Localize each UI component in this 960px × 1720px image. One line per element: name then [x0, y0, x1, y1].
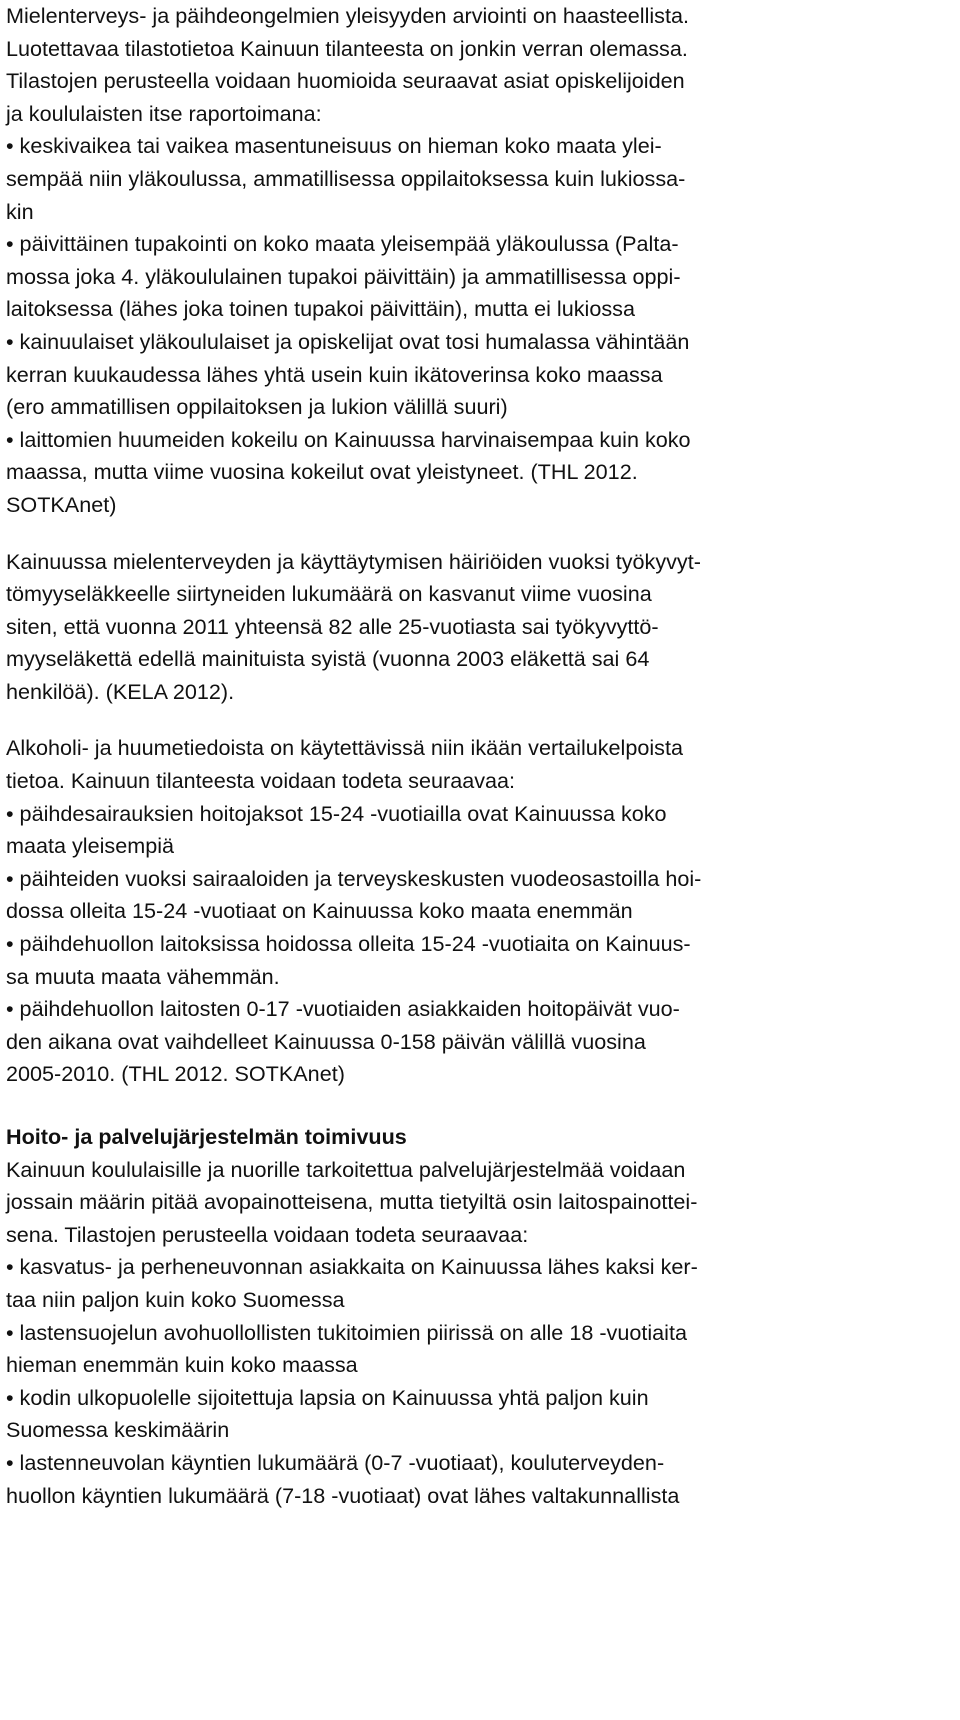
- text-line: henkilöä). (KELA 2012).: [6, 678, 235, 704]
- text-line: sena. Tilastojen perusteella voidaan todeta seuraavaa:: [6, 1221, 529, 1247]
- text-line: mossa joka 4. yläkoululainen tupakoi päivittäin) ja ammatillisessa oppi-: [6, 263, 681, 289]
- text-line: Kainuussa mielenterveyden ja käyttäytymisen häiriöiden vuoksi työkyvyt-: [6, 548, 701, 574]
- text-line: jossain määrin pitää avopainotteisena, mutta tietyiltä osin laitospainottei-: [6, 1189, 698, 1215]
- text-line: • päihdesairauksien hoitojaksot 15-24 -vuotiailla ovat Kainuussa koko: [6, 800, 667, 826]
- text-line: • kodin ulkopuolelle sijoitettuja lapsia on Kainuussa yhtä paljon kuin: [6, 1384, 649, 1410]
- text-line: • laittomien huumeiden kokeilu on Kainuussa harvinaisempaa kuin koko: [6, 426, 691, 452]
- text-line: kerran kuukaudessa lähes yhtä usein kuin ikätoverinsa koko maassa: [6, 361, 663, 387]
- text-line: • lastenneuvolan käyntien lukumäärä (0-7 -vuotiaat), kouluterveyden-: [6, 1449, 665, 1475]
- document-page: [6, 0, 952, 1512]
- text-line: • kasvatus- ja perheneuvonnan asiakkaita on Kainuussa lähes kaksi ker-: [6, 1254, 698, 1280]
- text-line: • lastensuojelun avohuollollisten tukitoimien piirissä on alle 18 -vuotiaita: [6, 1319, 687, 1345]
- text-line: sa muuta maata vähemmän.: [6, 963, 280, 989]
- text-line: SOTKAnet): [6, 491, 117, 517]
- text-line: maata yleisempiä: [6, 833, 175, 859]
- text-line: ja koululaisten itse raportoimana:: [6, 100, 322, 126]
- text-line: Luotettavaa tilastotietoa Kainuun tilanteesta on jonkin verran olemassa.: [6, 35, 688, 61]
- text-line: • päihdehuollon laitosten 0-17 -vuotiaiden asiakkaiden hoitopäivät vuo-: [6, 996, 680, 1022]
- text-line: Kainuun koululaisille ja nuorille tarkoitettua palvelujärjestelmää voidaan: [6, 1156, 686, 1182]
- paragraph-intro-mental-health: [6, 0, 952, 522]
- text-line: tömyyseläkkeelle siirtyneiden lukumäärä on kasvanut viime vuosina: [6, 581, 652, 607]
- text-line: taa niin paljon kuin koko Suomessa: [6, 1286, 345, 1312]
- text-line: Alkoholi- ja huumetiedoista on käytettävissä niin ikään vertailukelpoista: [6, 735, 683, 761]
- text-line: sempää niin yläkoulussa, ammatillisessa oppilaitoksessa kuin lukiossa-: [6, 165, 686, 191]
- text-line: maassa, mutta viime vuosina kokeilut ovat yleistyneet. (THL 2012.: [6, 459, 638, 485]
- text-line: myyseläkettä edellä mainituista syistä (vuonna 2003 eläkettä sai 64: [6, 646, 650, 672]
- text-line: laitoksessa (lähes joka toinen tupakoi päivittäin), mutta ei lukiossa: [6, 296, 635, 322]
- text-line: Tilastojen perusteella voidaan huomioida seuraavat asiat opiskelijoiden: [6, 68, 685, 94]
- text-line: huollon käyntien lukumäärä (7-18 -vuotiaat) ovat lähes valtakunnallista: [6, 1482, 680, 1508]
- text-line: 2005-2010. (THL 2012. SOTKAnet): [6, 1061, 345, 1087]
- text-line: • keskivaikea tai vaikea masentuneisuus on hieman koko maata ylei-: [6, 133, 662, 159]
- text-line: • kainuulaiset yläkoululaiset ja opiskelijat ovat tosi humalassa vähintään: [6, 328, 690, 354]
- paragraph-alcohol-drugs: [6, 732, 952, 1091]
- text-line: kin: [6, 198, 34, 224]
- text-line: • päivittäinen tupakointi on koko maata yleisempää yläkoulussa (Palta-: [6, 231, 679, 257]
- paragraph-service-system: [6, 1154, 952, 1513]
- text-line: dossa olleita 15-24 -vuotiaat on Kainuussa koko maata enemmän: [6, 898, 633, 924]
- text-line: Mielenterveys- ja päihdeongelmien yleisyyden arviointi on haasteellista.: [6, 3, 689, 28]
- text-line: • päihdehuollon laitoksissa hoidossa olleita 15-24 -vuotiaita on Kainuus-: [6, 931, 691, 957]
- text-line: hieman enemmän kuin koko maassa: [6, 1352, 358, 1378]
- text-line: Suomessa keskimäärin: [6, 1417, 230, 1443]
- text-line: den aikana ovat vaihdelleet Kainuussa 0-158 päivän välillä vuosina: [6, 1028, 646, 1054]
- text-line: • päihteiden vuoksi sairaaloiden ja terveyskeskusten vuodeosastoilla hoi-: [6, 865, 702, 891]
- text-line: siten, että vuonna 2011 yhteensä 82 alle 25-vuotiasta sai työkyvyttö-: [6, 613, 659, 639]
- section-heading: Hoito- ja palvelujärjestelmän toimivuus: [6, 1124, 407, 1149]
- text-line: (ero ammatillisen oppilaitoksen ja lukion välillä suuri): [6, 394, 508, 420]
- paragraph-disability-pension: [6, 546, 952, 709]
- text-line: tietoa. Kainuun tilanteesta voidaan todeta seuraavaa:: [6, 768, 516, 794]
